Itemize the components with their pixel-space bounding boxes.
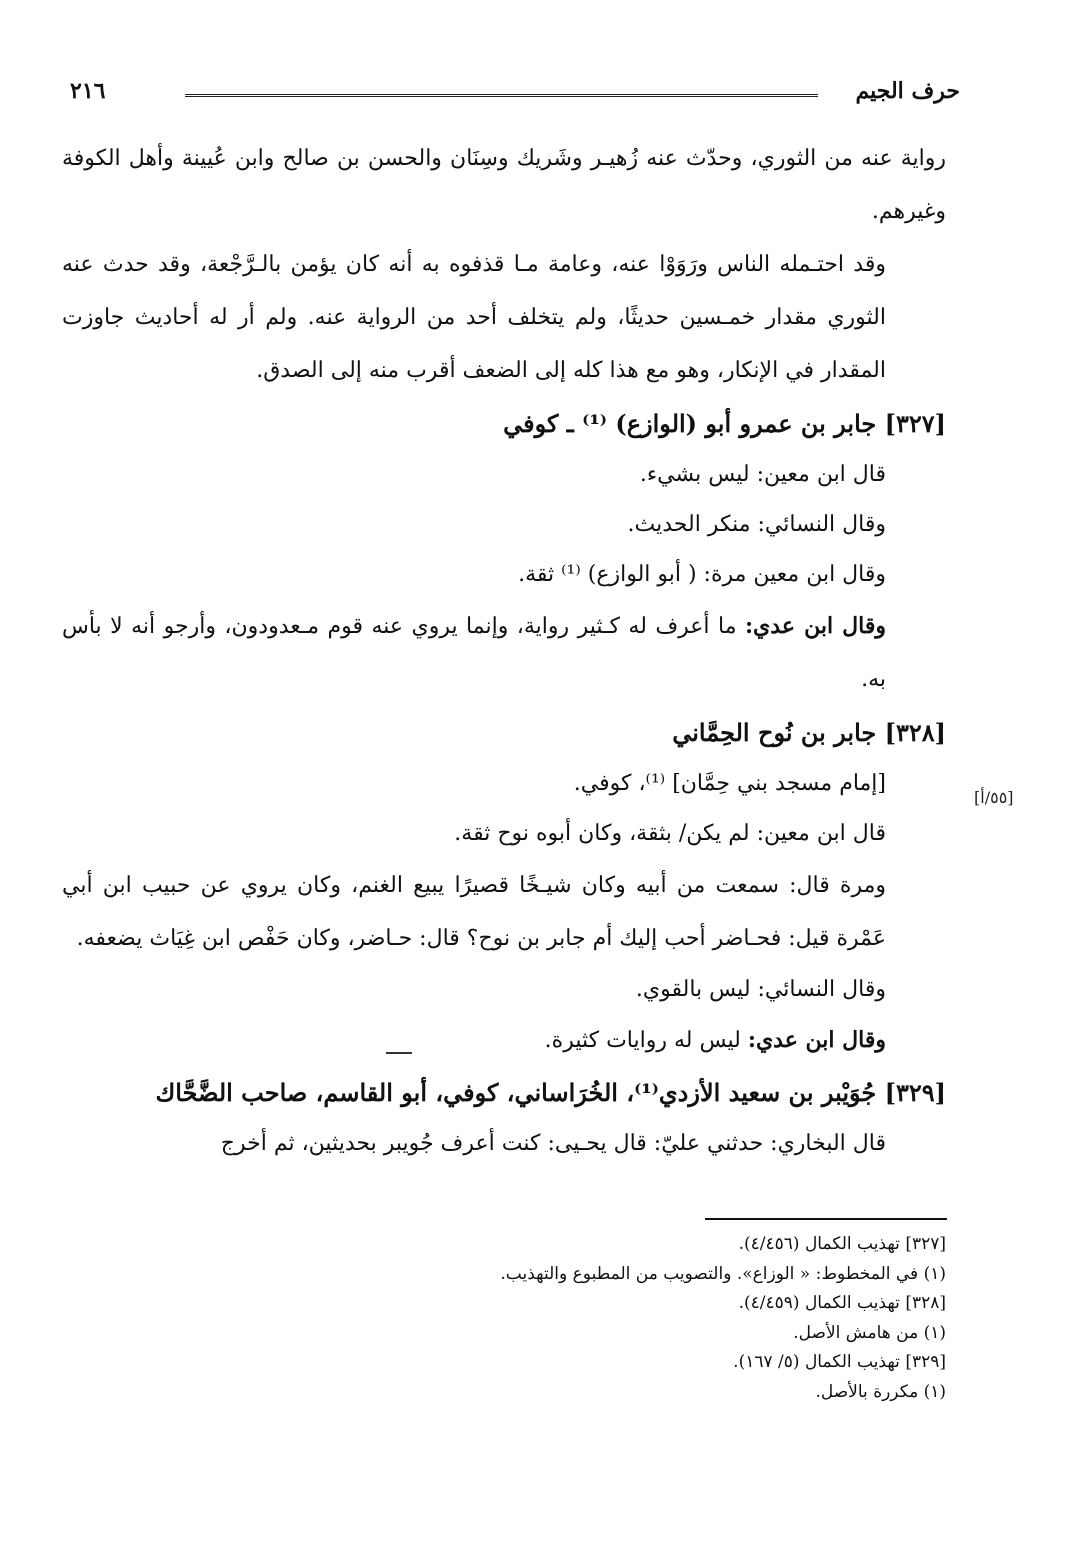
footnote: [٣٢٧] تهذيب الكمال (٤/٤٥٦). [738,1234,946,1254]
main-text [62,132,946,1169]
entry-line: وقال ابن معين مرة: ( أبو الوازع) ⁽¹⁾ ثقة. [518,562,886,587]
margin-folio-note: [٥٥/أ] [974,788,1014,807]
footnote: [٣٢٨] تهذيب الكمال (٤/٤٥٩). [738,1293,946,1313]
chapter-title: حرف الجيم [855,78,960,104]
footnote: (١) من هامش الأصل. [793,1322,946,1343]
paragraph: وقد احتـمله الناس ورَوَوْا عنه، وعامة مـا قذفوه به أنه كان يؤمن بالـرَّجْعة، وقد حدث عنه الثوري مقدار خمـسين حديثًا، ولم يتخلف أحد من الرواية عنه. ولم أر له أحاديث جاوزت المقدار في الإنكار، وهو مع هذا كله إلى الضعف أقرب منه إلى الصدق. [62,252,886,383]
footnote: [٣٢٩] تهذيب الكمال (٥/ ١٦٧). [733,1352,946,1372]
ibn-adi-statement [62,1015,946,1066]
footnote-rule [705,1218,947,1220]
ibn-adi-text: ما أعرف له كـثير رواية، وإنما يروي عنه قوم مـعدودون، وأرجو أنه لا بأس به. [62,614,886,692]
paragraph: ومرة قال: سمعت من أبيه وكان شيـخًا قصيرًا يبيع الغنم، وكان يروي عن حبيب ابن أبي عَمْرة قيل: فحـاضر أحب إليك أم جابر بن نوح؟ قال: حـاضر، وكان حَفْص ابن غِيَاث يضعفه. [62,873,886,951]
entry-line: وقال النسائي: ليس بالقوي. [635,977,886,1002]
entry-line: [إمام مسجد بني حِمَّان] ⁽¹⁾، كوفي. [573,771,886,796]
footnotes [306,1230,946,1407]
footnote: (١) في المخطوط: « الوزاع». والتصويب من المطبوع والتهذيب. [500,1263,946,1284]
paragraph: رواية عنه من الثوري، وحدّث عنه زُهيـر وشَريك وسِنَان والحسن بن صالح وابن عُيينة وأهل الكوفة وغيرهم. [62,146,946,224]
ibn-adi-label: وقال ابن عدي: [744,613,886,639]
header-rule [185,94,818,97]
entry-line: وقال النسائي: منكر الحديث. [627,512,886,537]
entry-line: قال البخاري: حدثني عليّ: قال يحـيى: كنت أعرف جُويبر بحديثين، ثم أخرج [220,1131,886,1156]
entry-heading-328: [٣٢٨] جابر بن نُوح الحِمَّاني [672,718,946,747]
entry-line: قال ابن معين: لم يكن/ بثقة، وكان أبوه نوح ثقة. [454,821,886,846]
page-number: ٢١٦ [70,78,106,104]
ibn-adi-label: وقال ابن عدي: [747,1027,886,1053]
ibn-adi-text: ليس له روايات كثيرة. [544,1028,748,1053]
entry-heading-329: [٣٢٩] جُوَيْبر بن سعيد الأزدي⁽¹⁾، الخُرَاساني، كوفي، أبو القاسم، صاحب الضَّحَّاك [155,1078,946,1107]
footnote: (١) مكررة بالأصل. [815,1381,946,1402]
entry-line: قال ابن معين: ليس بشيء. [639,462,886,487]
ibn-adi-statement [62,600,946,706]
page-header [60,78,960,114]
entry-heading-327: [٣٢٧] جابر بن عمرو أبو (الوازع) ⁽¹⁾ ـ كوفي [503,409,946,438]
stray-dash [386,1052,412,1054]
